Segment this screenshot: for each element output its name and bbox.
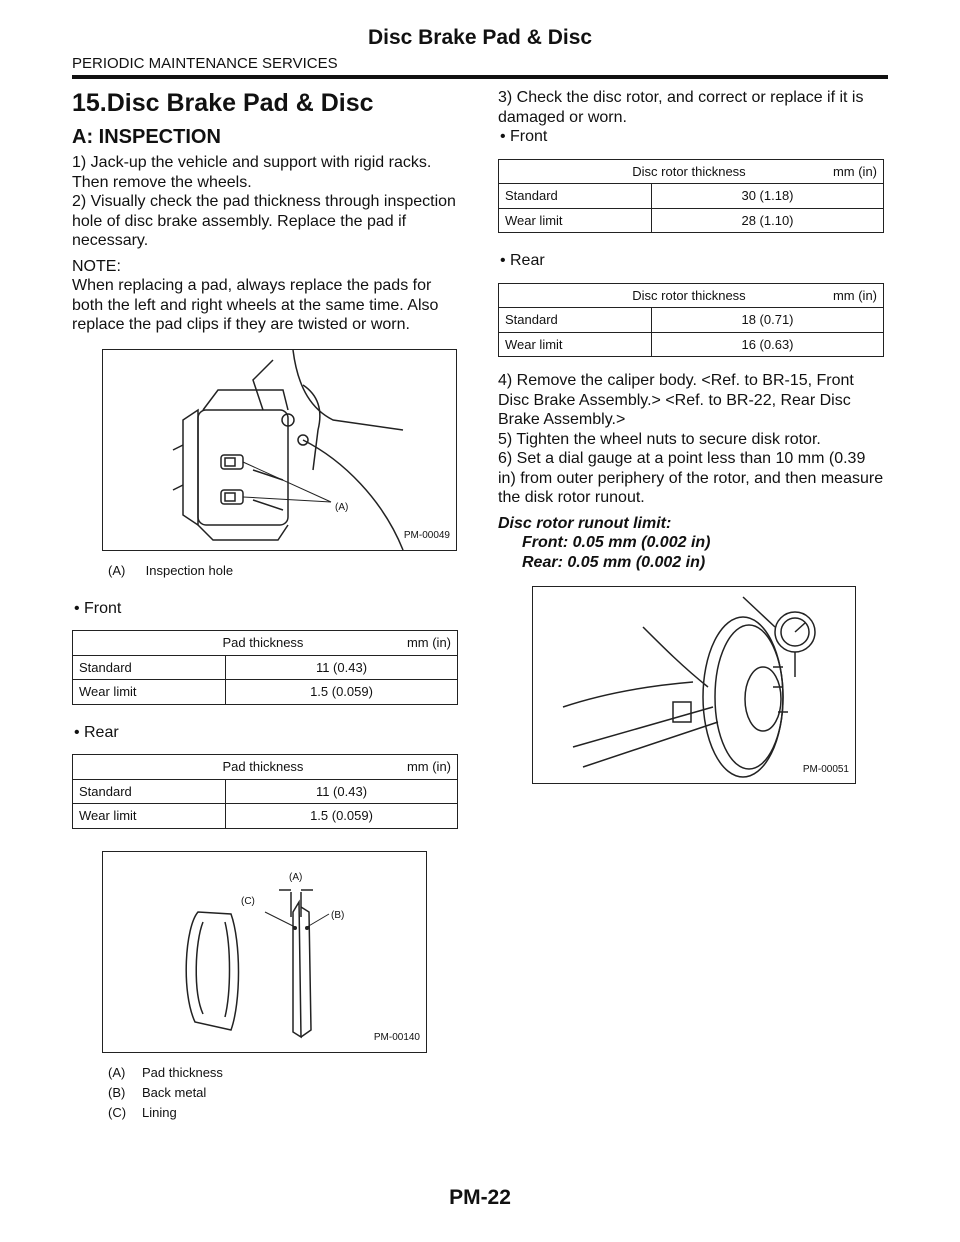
- row-label: Standard: [73, 655, 226, 680]
- figure-legend: [108, 561, 460, 581]
- figure-id: PM-00140: [373, 1032, 420, 1043]
- subsection-heading: A: INSPECTION: [72, 126, 221, 148]
- legend-key: (A): [108, 562, 126, 578]
- left-column: [72, 88, 460, 1123]
- legend-item: [108, 1103, 460, 1123]
- table-header: Disc rotor thickness: [632, 163, 746, 179]
- legend-item: [108, 1083, 460, 1103]
- table-header: Pad thickness: [222, 759, 304, 774]
- row-label: Wear limit: [73, 680, 226, 705]
- section-heading: 15.Disc Brake Pad & Disc: [72, 89, 374, 117]
- pad-illustration: [103, 852, 426, 1052]
- page-title: Disc Brake Pad & Disc: [367, 26, 593, 49]
- row-value: 30 (1.18): [652, 184, 884, 209]
- legend-key: (B): [108, 1084, 126, 1100]
- row-label: Wear limit: [499, 208, 652, 233]
- step-5: 5) Tighten the wheel nuts to secure disk rotor.: [498, 430, 821, 448]
- caliper-figure: [102, 349, 457, 551]
- figure-id: PM-00051: [802, 763, 849, 775]
- figure-id: PM-00049: [403, 530, 450, 541]
- table-row: [73, 779, 458, 804]
- step-3: 3) Check the disc rotor, and correct or replace if it is damaged or worn.: [498, 89, 864, 126]
- pad-thickness-table-rear: [72, 754, 458, 829]
- table-row: [499, 308, 884, 333]
- legend-text: Back metal: [142, 1084, 207, 1100]
- front-label: • Front: [498, 127, 886, 147]
- table-unit: mm (in): [832, 163, 877, 179]
- note-text: When replacing a pad, always replace the pads for both the left and right wheels at the same time. Also replace the pad clips if they are twisted or worn.: [72, 277, 439, 333]
- limit-rear: Rear: 0.05 mm (0.002 in): [522, 553, 706, 571]
- table-header: Pad thickness: [222, 635, 304, 650]
- limit-title: Disc rotor runout limit:: [498, 514, 672, 532]
- callout-a: (A): [289, 871, 303, 883]
- callout-c: (C): [241, 895, 255, 907]
- right-column: [498, 88, 886, 784]
- table-row: [73, 680, 458, 705]
- caliper-illustration: [103, 350, 456, 550]
- row-value: 16 (0.63): [652, 332, 884, 357]
- row-label: Wear limit: [73, 804, 226, 829]
- rotor-figure: [532, 586, 856, 784]
- row-value: 18 (0.71): [652, 308, 884, 333]
- row-value: 11 (0.43): [226, 779, 458, 804]
- table-row: [499, 184, 884, 209]
- legend-text: Inspection hole: [145, 562, 234, 578]
- step-4: 4) Remove the caliper body. <Ref. to BR-15, Front Disc Brake Assembly.> <Ref. to BR-22, Rear Disc Brake Assembly.>: [498, 372, 854, 428]
- legend-key: (A): [108, 1064, 126, 1080]
- pad-thickness-table-front: [72, 630, 458, 705]
- runout-limit: [498, 514, 886, 573]
- row-label: Standard: [499, 308, 652, 333]
- table-unit: mm (in): [832, 287, 877, 303]
- row-label: Standard: [73, 779, 226, 804]
- front-label: • Front: [72, 599, 460, 619]
- table-unit: mm (in): [406, 635, 451, 650]
- rotor-thickness-table-rear: [498, 283, 884, 358]
- rear-label: • Rear: [498, 251, 886, 271]
- step-6: 6) Set a dial gauge at a point less than 10 mm (0.39 in) from outer periphery of the rotor, and then measure the disk rotor runout.: [498, 450, 884, 506]
- note-label: NOTE:: [72, 257, 121, 275]
- table-row: [499, 208, 884, 233]
- table-row: [73, 655, 458, 680]
- header-rule: [72, 75, 888, 79]
- section-name: PERIODIC MAINTENANCE SERVICES: [72, 55, 338, 72]
- row-label: Standard: [499, 184, 652, 209]
- row-label: Wear limit: [499, 332, 652, 357]
- callout-b: (B): [331, 909, 345, 921]
- step-2: 2) Visually check the pad thickness through inspection hole of disc brake assembly. Replace the pad if necessary.: [72, 193, 456, 249]
- rotor-thickness-table-front: [498, 159, 884, 234]
- legend-text: Lining: [142, 1104, 177, 1120]
- table-row: [73, 804, 458, 829]
- pad-figure: [102, 851, 427, 1053]
- legend-text: Pad thickness: [142, 1064, 223, 1080]
- legend-item: [108, 1063, 460, 1083]
- row-value: 28 (1.10): [652, 208, 884, 233]
- table-row: [499, 332, 884, 357]
- page-number: PM-22: [449, 1186, 511, 1209]
- step-1: 1) Jack-up the vehicle and support with rigid racks. Then remove the wheels.: [72, 154, 432, 191]
- row-value: 11 (0.43): [226, 655, 458, 680]
- table-unit: mm (in): [406, 759, 451, 774]
- row-value: 1.5 (0.059): [226, 804, 458, 829]
- limit-front: Front: 0.05 mm (0.002 in): [522, 534, 711, 551]
- row-value: 1.5 (0.059): [226, 680, 458, 705]
- rotor-illustration: [533, 587, 855, 783]
- table-header: Disc rotor thickness: [632, 287, 746, 303]
- legend-key: (C): [108, 1104, 127, 1120]
- figure-legend: [108, 1063, 460, 1123]
- rear-label: • Rear: [72, 723, 460, 743]
- callout-a: (A): [335, 501, 349, 513]
